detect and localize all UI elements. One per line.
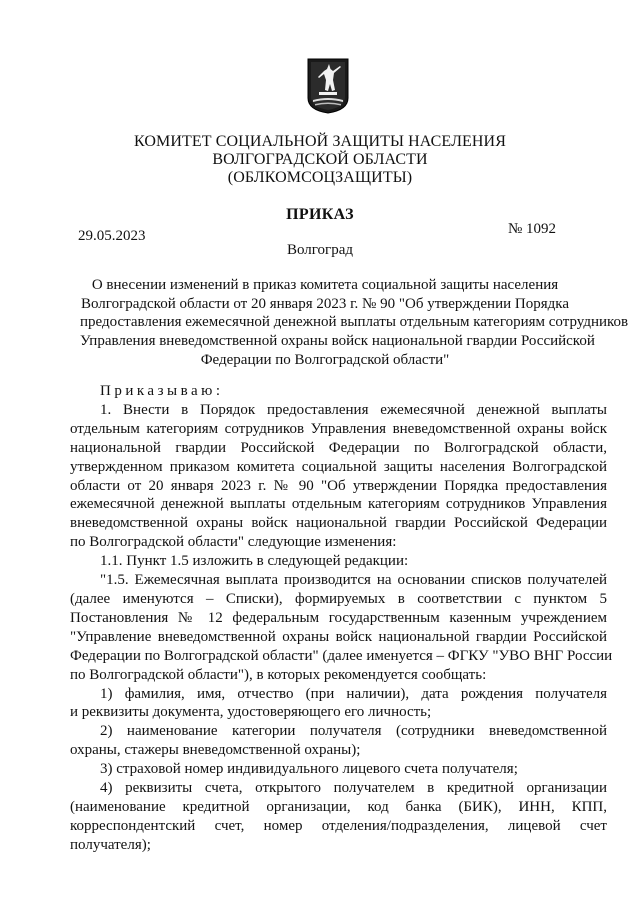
subject-line: Управления вневедомственной охраны войск национальной гвардии Российской [80,333,595,350]
org-line: (ОБЛКОМСОЦЗАЩИТЫ) [227,169,413,186]
body-line: 2) наименование категории получателя (сотрудники вневедомственной [100,723,607,740]
body-line: 4) реквизиты счета, открытого получателем в кредитной организации [100,780,607,797]
subject-line: О внесении изменений в приказ комитета социальной защиты населения [91,277,559,293]
document-body [70,382,613,855]
body-line: ежемесячной денежной выплаты отдельным категориям сотрудников Управления [70,496,607,513]
document-number: № 1092 [508,221,557,237]
body-line: "1.5. Ежемесячная выплата производится на основании списков получателей [100,572,607,589]
body-line: 3) страховой номер индивидуального лицевого счета получателя; [100,761,518,778]
body-line: Приказываю: [100,383,224,399]
body-line: и реквизиты документа, удостоверяющего его личность; [70,704,432,721]
body-line: (далее именуются – Списки), формируемых в соответствии с пунктом 5 [70,590,607,607]
document-subject [80,276,629,370]
org-line: ВОЛГОГРАДСКОЙ ОБЛАСТИ [212,151,428,168]
volgograd-motherland-emblem-icon [307,58,349,114]
document-type-title: ПРИКАЗ [286,206,354,223]
body-line: национальной гвардии Российской Федерации по Волгоградской области, [70,439,607,456]
document-city: Волгоград [286,242,353,258]
document-date: 29.05.2023 [78,228,146,244]
body-line: 1.1. Пункт 1.5 изложить в следующей редакции: [100,553,409,570]
subject-line: Федерации по Волгоградской области" [200,351,450,368]
body-line: Постановления № 12 федеральным государственным казенным учреждением [70,609,607,626]
subject-line: предоставления ежемесячной денежной выплаты отдельным категориям сотрудников [80,314,629,331]
body-line: охраны, стажеры вневедомственной охраны); [70,742,361,759]
subject-line: Волгоградской области от 20 января 2023 г. № 90 "Об утверждении Порядка [81,295,569,312]
body-line: области от 20 января 2023 г. № 90 "Об утверждении Порядка предоставления [70,477,607,494]
org-line: КОМИТЕТ СОЦИАЛЬНОЙ ЗАЩИТЫ НАСЕЛЕНИЯ [134,133,506,150]
body-line: корреспондентский счет, номер отделения/подразделения, лицевой счет [70,817,607,834]
body-line: (наименование кредитной организации, код банка (БИК), ИНН, КПП, [70,798,607,815]
body-line: 1) фамилия, имя, отчество (при наличии), дата рождения получателя [100,685,607,702]
body-line: 1. Внести в Порядок предоставления ежемесячной денежной выплаты [100,401,607,418]
body-line: утвержденном приказом комитета социальной защиты населения Волгоградской [70,458,607,475]
body-line: вневедомственной охраны войск национальной гвардии Российской Федерации [70,515,607,532]
body-line: "Управление вневедомственной охраны войск национальной гвардии Российской [70,628,607,645]
body-line: получателя); [70,836,151,853]
body-line: по Волгоградской области"), в которых рекомендуется сообщать: [70,666,487,683]
body-line: Федерации по Волгоградской области" (далее именуется – ФГКУ "УВО ВНГ России [70,647,613,664]
organization-name [0,133,640,187]
body-line: отдельным категориям сотрудников Управления вневедомственной охраны войск [70,420,607,437]
body-line: по Волгоградской области" следующие изменения: [70,534,397,551]
